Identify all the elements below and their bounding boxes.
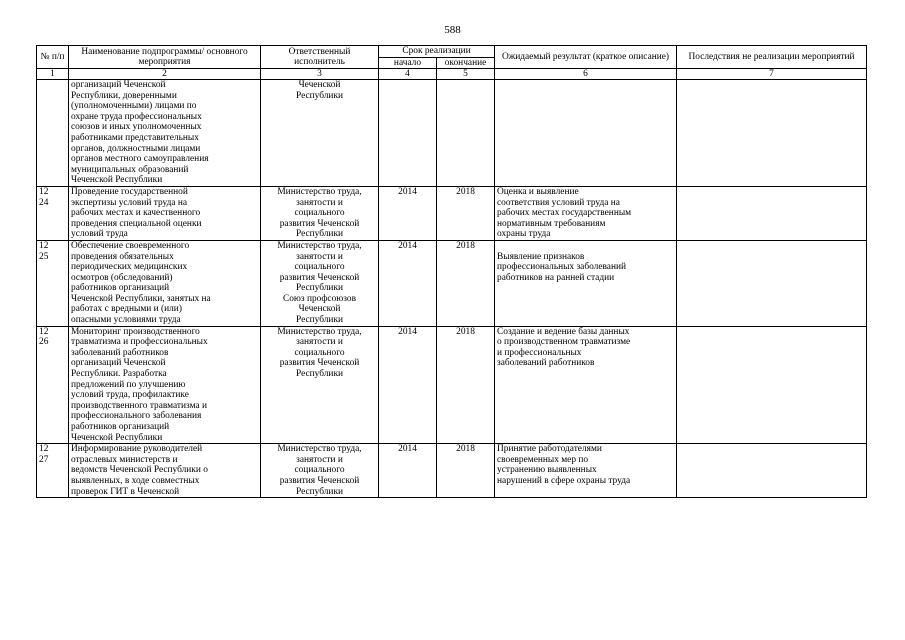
cell-result bbox=[495, 326, 677, 444]
cell-line: Республики bbox=[295, 369, 344, 380]
column-number: 1 bbox=[37, 69, 69, 80]
column-number: 5 bbox=[437, 69, 495, 80]
cell-line: Принятие работодателями bbox=[497, 444, 602, 455]
cell-line: рабочих местах и качественного bbox=[71, 208, 201, 219]
cell-line: работах с вредными и (или) bbox=[71, 304, 182, 315]
column-number: 2 bbox=[69, 69, 261, 80]
cell-line: заболеваний работников bbox=[71, 347, 169, 358]
cell-executor bbox=[261, 326, 379, 444]
cell-end: 2018 bbox=[437, 186, 495, 240]
cell-line: профессиональных заболеваний bbox=[497, 262, 627, 273]
cell-result bbox=[495, 80, 677, 187]
cell-line: Обеспечение своевременного bbox=[71, 240, 190, 251]
cell-line: развития Чеченской bbox=[279, 272, 360, 283]
cell-num bbox=[37, 326, 69, 444]
cell-num bbox=[37, 186, 69, 240]
cell-line: Чеченской bbox=[298, 304, 341, 315]
cell-line: соответствия условий труда на bbox=[497, 197, 620, 208]
cell-line: опасными условиями труда bbox=[71, 315, 181, 326]
cell-start bbox=[379, 80, 437, 187]
column-number: 7 bbox=[677, 69, 867, 80]
header-num: № п/п bbox=[37, 46, 69, 69]
column-number: 4 bbox=[379, 69, 437, 80]
cell-executor bbox=[261, 240, 379, 326]
cell-executor bbox=[261, 80, 379, 187]
cell-line: Министерство труда, bbox=[277, 240, 362, 251]
cell-line: Чеченской bbox=[298, 80, 341, 90]
cell-start: 2014 bbox=[379, 240, 437, 326]
cell-line: Министерство труда, bbox=[277, 186, 362, 197]
cell-line bbox=[497, 241, 674, 252]
cell-line: Создание и ведение базы данных bbox=[497, 326, 630, 337]
cell-line: развития Чеченской bbox=[279, 475, 360, 486]
cell-consequences bbox=[677, 326, 867, 444]
cell-line: работников организаций bbox=[71, 422, 170, 432]
header-name: Наименование подпрограммы/ основного мероприятия bbox=[69, 46, 261, 69]
cell-line: занятости и bbox=[296, 454, 343, 465]
cell-consequences bbox=[677, 80, 867, 187]
cell-line: Республики bbox=[295, 486, 344, 497]
cell-line: организаций Чеченской bbox=[71, 358, 166, 369]
cell-line: работниками представительных bbox=[71, 132, 199, 143]
cell-line: занятости и bbox=[296, 197, 343, 208]
column-numbers-row bbox=[37, 69, 867, 80]
cell-line: Министерство труда, bbox=[277, 326, 362, 337]
cell-result bbox=[495, 186, 677, 240]
cell-line: Чеченской Республики, занятых на bbox=[71, 293, 211, 304]
cell-name bbox=[69, 186, 261, 240]
cell-line: осмотров (обследований) bbox=[71, 272, 173, 283]
cell-line: 12 bbox=[39, 240, 49, 251]
cell-line: охране труда профессиональных bbox=[71, 111, 202, 122]
cell-line: Выявление признаков bbox=[497, 251, 585, 262]
column-number: 6 bbox=[495, 69, 677, 80]
cell-line: 26 bbox=[39, 337, 49, 348]
cell-executor bbox=[261, 444, 379, 498]
cell-line: 24 bbox=[39, 197, 49, 208]
cell-name bbox=[69, 240, 261, 326]
cell-line: проведения специальной оценки bbox=[71, 218, 202, 229]
header-consequences: Последствия не реализации мероприятий bbox=[677, 46, 867, 69]
cell-line: работников организаций bbox=[71, 283, 170, 294]
table-row bbox=[37, 80, 867, 187]
cell-line: своевременных мер по bbox=[497, 454, 589, 465]
cell-line: предложений по улучшению bbox=[71, 379, 186, 390]
cell-line: социального bbox=[294, 262, 345, 273]
header-executor: Ответственный исполнитель bbox=[261, 46, 379, 69]
cell-line: занятости и bbox=[296, 337, 343, 348]
cell-name bbox=[69, 326, 261, 444]
cell-num bbox=[37, 80, 69, 187]
cell-consequences bbox=[677, 240, 867, 326]
cell-line: 27 bbox=[39, 454, 49, 465]
cell-line: 25 bbox=[39, 251, 49, 262]
cell-line: союзов и иных уполномоченных bbox=[71, 122, 202, 133]
cell-line: 12 bbox=[39, 326, 49, 337]
cell-line: Республики. Разработка bbox=[71, 369, 167, 380]
cell-line: отраслевых министерств и bbox=[71, 454, 178, 465]
table-row bbox=[37, 444, 867, 498]
cell-line: занятости и bbox=[296, 251, 343, 262]
cell-name bbox=[69, 444, 261, 498]
cell-line: организаций Чеченской bbox=[71, 80, 166, 90]
page-number: 588 bbox=[444, 24, 461, 36]
cell-line: работников на ранней стадии bbox=[497, 272, 615, 283]
cell-line: социального bbox=[294, 465, 345, 476]
cell-line: устранению выявленных bbox=[497, 465, 597, 476]
cell-end: 2018 bbox=[437, 240, 495, 326]
cell-line: социального bbox=[294, 208, 345, 219]
cell-end: 2018 bbox=[437, 326, 495, 444]
cell-result bbox=[495, 444, 677, 498]
measures-table bbox=[36, 45, 867, 498]
cell-line: Республики bbox=[295, 315, 344, 326]
cell-line: органов, должностными лицами bbox=[71, 143, 201, 154]
cell-num bbox=[37, 240, 69, 326]
cell-consequences bbox=[677, 186, 867, 240]
cell-line: охраны труда bbox=[497, 229, 551, 240]
cell-end bbox=[437, 80, 495, 187]
cell-line: Чеченской Республики bbox=[71, 432, 163, 443]
column-number: 3 bbox=[261, 69, 379, 80]
cell-consequences bbox=[677, 444, 867, 498]
cell-line: Информирование руководителей bbox=[71, 444, 203, 455]
cell-line: Союз профсоюзов bbox=[282, 293, 357, 304]
cell-result bbox=[495, 240, 677, 326]
cell-line: Министерство труда, bbox=[277, 444, 362, 455]
cell-line: о производственном травматизме bbox=[497, 337, 631, 348]
table-row bbox=[37, 326, 867, 444]
table-row bbox=[37, 186, 867, 240]
cell-line: Оценка и выявление bbox=[497, 186, 579, 197]
cell-line: профессионального заболевания bbox=[71, 411, 202, 422]
cell-line: Республики bbox=[295, 283, 344, 294]
cell-line: (уполномоченными) лицами по bbox=[71, 101, 197, 112]
header-period: Срок реализации bbox=[379, 46, 495, 58]
cell-name bbox=[69, 80, 261, 187]
cell-line: периодических медицинских bbox=[71, 262, 188, 273]
cell-start: 2014 bbox=[379, 444, 437, 498]
header-end: окончание bbox=[437, 57, 495, 69]
cell-line: муниципальных образований bbox=[71, 164, 189, 175]
cell-line: 12 bbox=[39, 444, 49, 455]
cell-line: Республики, доверенными bbox=[71, 90, 177, 101]
table-row bbox=[37, 240, 867, 326]
cell-executor bbox=[261, 186, 379, 240]
cell-line: социального bbox=[294, 347, 345, 358]
cell-line: условий труда bbox=[71, 229, 128, 240]
cell-line: 12 bbox=[39, 186, 49, 197]
cell-line: нарушений в сфере охраны труда bbox=[497, 475, 631, 486]
cell-line: Республики bbox=[295, 90, 344, 101]
cell-line: условий труда, профилактике bbox=[71, 390, 189, 401]
cell-line: нормативным требованиям bbox=[497, 218, 606, 229]
cell-line: производственного травматизма и bbox=[71, 400, 208, 411]
cell-line: Мониторинг производственного bbox=[71, 326, 200, 337]
cell-line: развития Чеченской bbox=[279, 358, 360, 369]
header-start: начало bbox=[379, 57, 437, 69]
cell-start: 2014 bbox=[379, 186, 437, 240]
header-result: Ожидаемый результат (краткое описание) bbox=[495, 46, 677, 69]
cell-line: Чеченской Республики bbox=[71, 175, 163, 186]
cell-line: рабочих местах государственным bbox=[497, 208, 632, 219]
cell-start: 2014 bbox=[379, 326, 437, 444]
cell-line: экспертизы условий труда на bbox=[71, 197, 188, 208]
cell-line: развития Чеченской bbox=[279, 218, 360, 229]
cell-line: и профессиональных bbox=[497, 347, 582, 358]
cell-line: проверок ГИТ в Чеченской bbox=[71, 486, 180, 497]
cell-end: 2018 bbox=[437, 444, 495, 498]
cell-line: ведомств Чеченской Республики о bbox=[71, 465, 208, 476]
cell-line: органов местного самоуправления bbox=[71, 154, 209, 165]
cell-line: проведения обязательных bbox=[71, 251, 174, 262]
cell-line: заболеваний работников bbox=[497, 358, 595, 369]
cell-line: Республики bbox=[295, 229, 344, 240]
cell-line: выявленных, в ходе совместных bbox=[71, 475, 200, 486]
cell-line: Проведение государственной bbox=[71, 186, 188, 197]
cell-num bbox=[37, 444, 69, 498]
cell-line: травматизма и профессиональных bbox=[71, 337, 208, 348]
